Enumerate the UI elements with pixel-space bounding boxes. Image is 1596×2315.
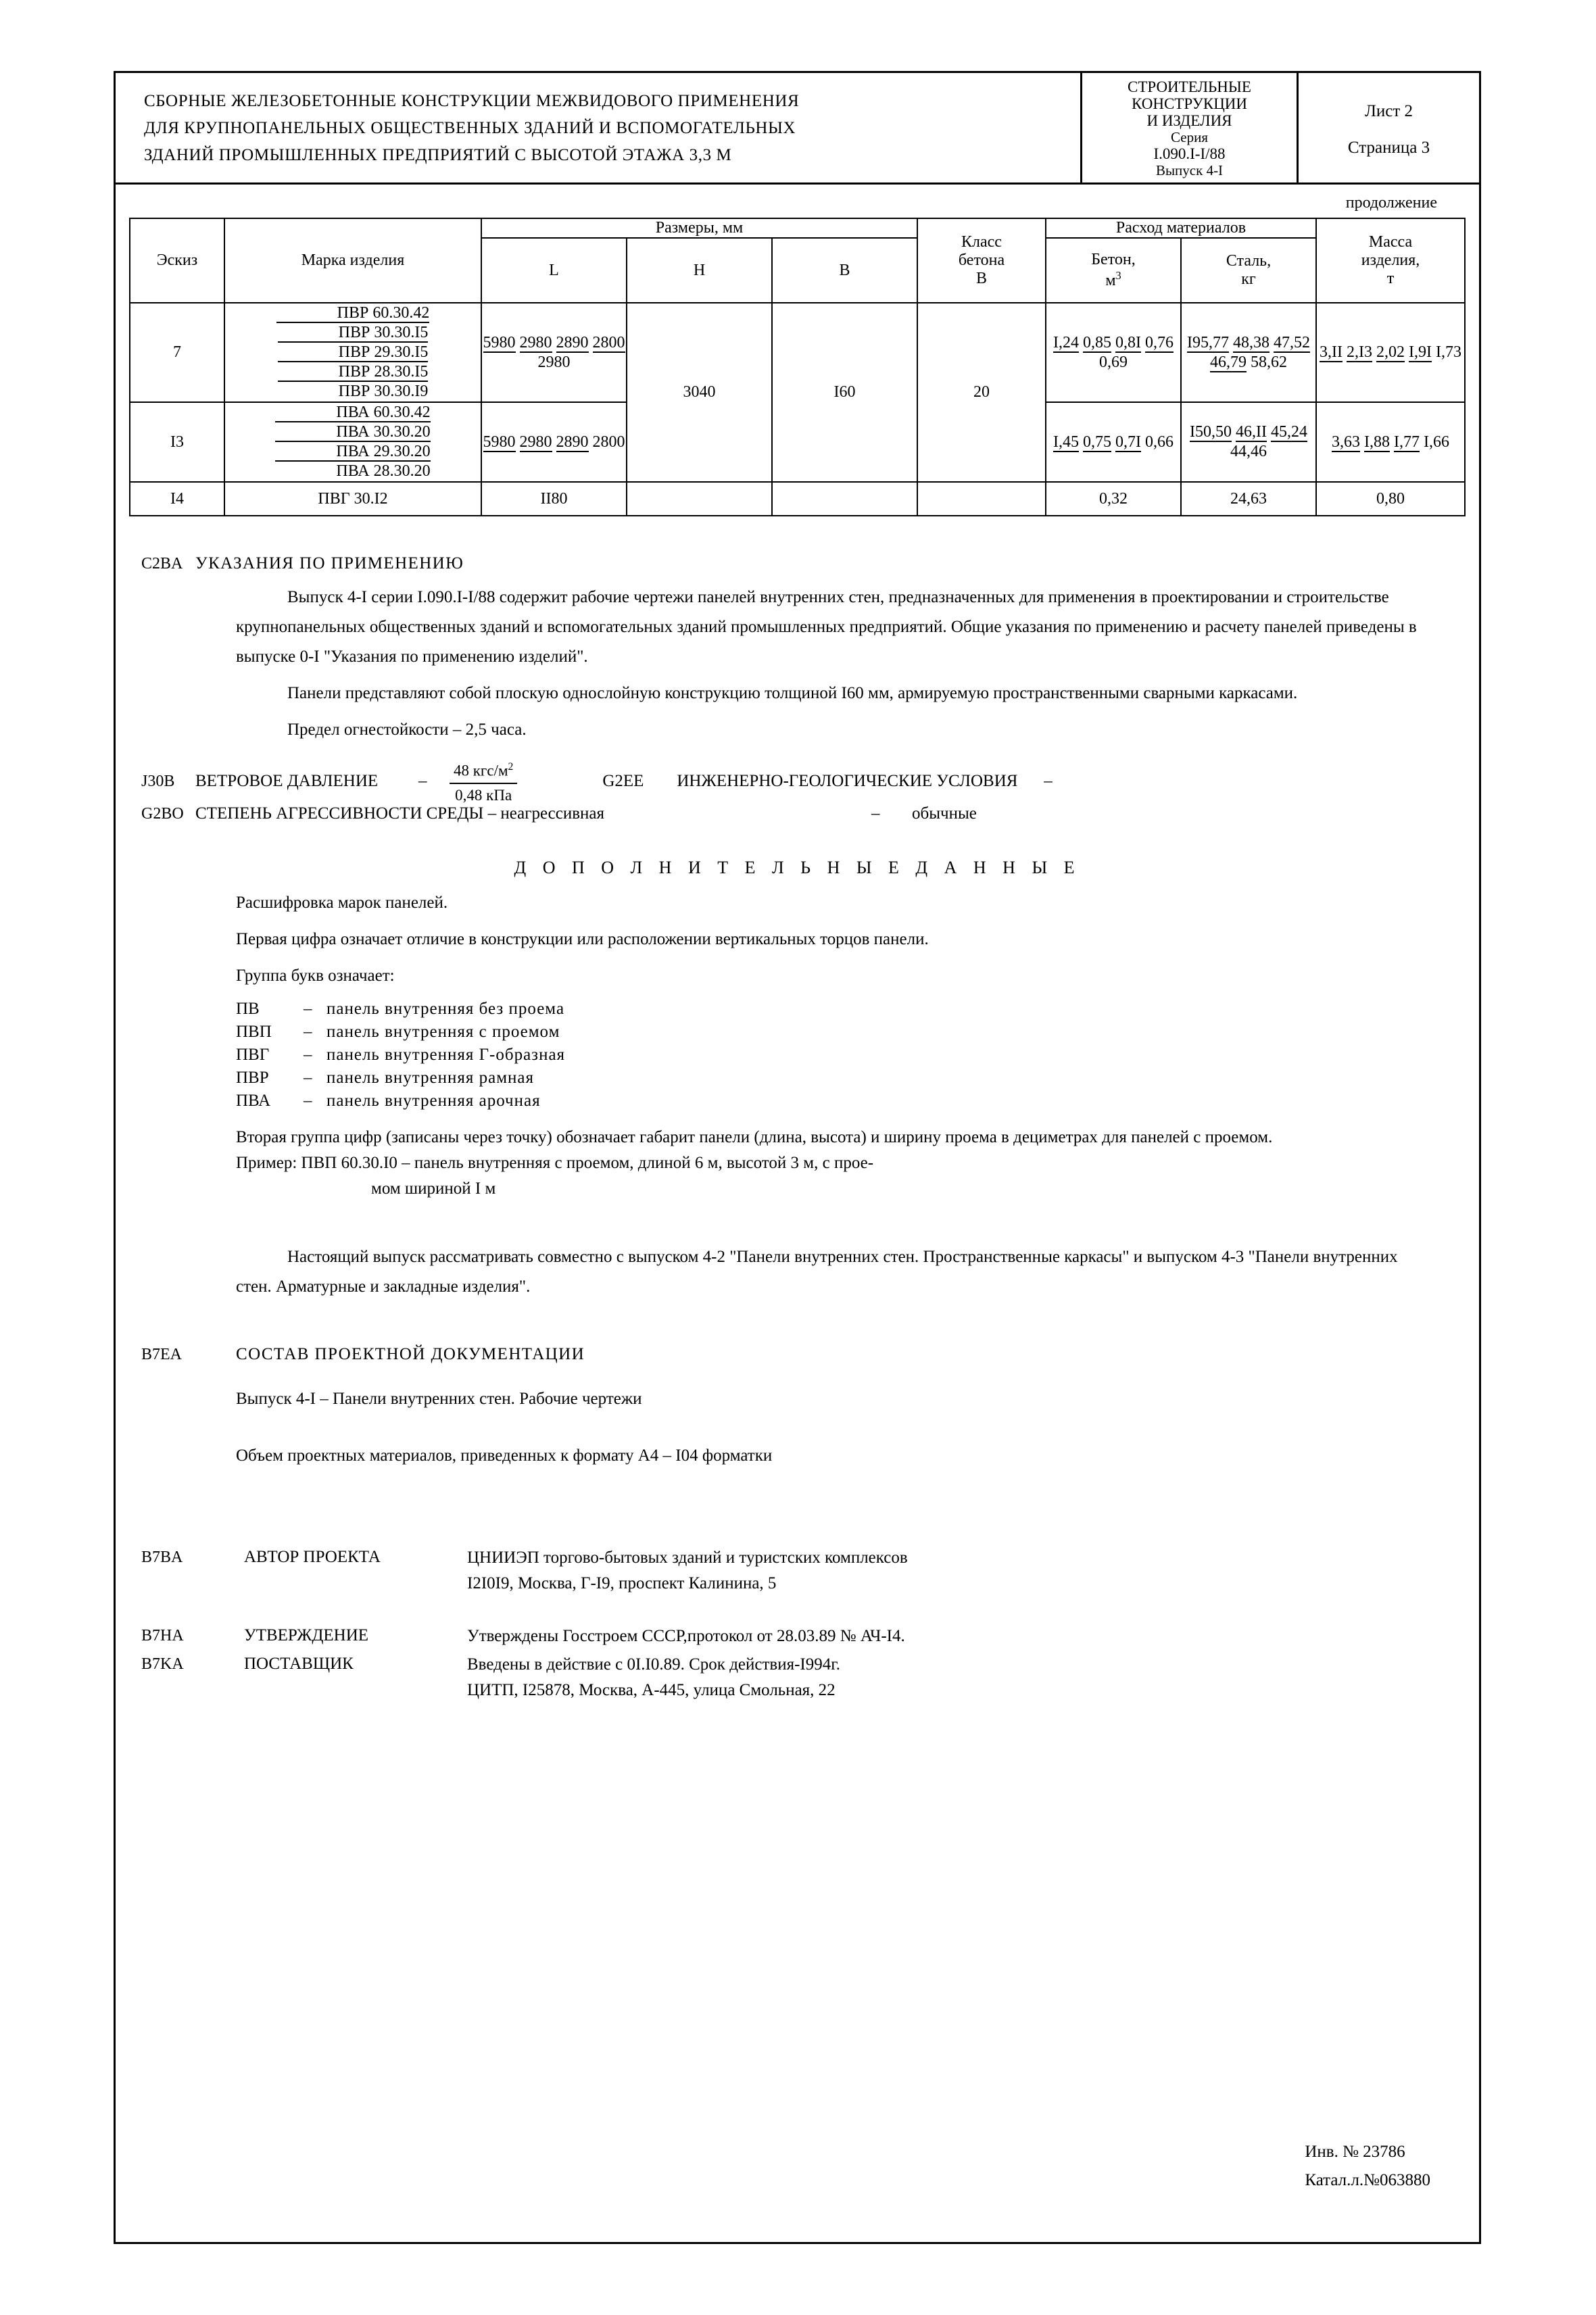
legend-abbr-0: ПВ: [236, 999, 260, 1018]
document-body: [116, 516, 1479, 1703]
cell-sketch-last: I4: [130, 482, 224, 516]
usage-section-heading: [116, 552, 1479, 576]
cell-steel-last: 24,63: [1181, 482, 1316, 516]
mass-g2-0: 3,63: [1332, 433, 1360, 451]
approval-value-line-2: Введены в действие с 0I.I0.89. Срок действия-I994г.: [467, 1655, 840, 1674]
mass-g1-0: 3,II: [1320, 343, 1343, 361]
concrete-g1-3: 0,76: [1145, 333, 1174, 351]
legend-item: [236, 1067, 1479, 1090]
l-g1-0: 5980: [483, 333, 516, 351]
abbreviation-legend: [116, 998, 1479, 1113]
author-value-line-1: ЦНИИЭП торгово-бытовых зданий и туристских комплексов: [467, 1548, 908, 1567]
th-concrete-unit: $м^3$: [1105, 269, 1121, 289]
th-mass: [1316, 218, 1465, 303]
cell-mass-last: 0,80: [1316, 482, 1465, 516]
geology-value-dash: –: [871, 804, 880, 823]
mass-g2-1: I,88: [1364, 433, 1390, 451]
l-g2-1: 2980: [519, 433, 552, 451]
mark-g1-3: ПВР 28.30.I5: [278, 363, 429, 382]
series-line-6: Выпуск 4-I: [1155, 162, 1224, 178]
steel-g2-1: 46,II: [1236, 423, 1267, 441]
cell-b-last: [772, 482, 917, 516]
steel-g1-2: 47,52: [1274, 333, 1310, 351]
approval-label: УТВЕРЖДЕНИЕ: [244, 1626, 369, 1644]
legend-item: [236, 998, 1479, 1021]
legend-abbr-2: ПВГ: [236, 1045, 270, 1064]
th-mass-l2: изделия,: [1361, 251, 1420, 269]
concrete-g2-2: 0,7I: [1115, 433, 1141, 451]
additional-line-1: Расшифровка марок панелей.: [236, 893, 448, 912]
legend-item: [236, 1021, 1479, 1044]
supplier-value: [467, 1652, 1479, 1703]
mass-g1-1: 2,I3: [1347, 343, 1372, 361]
wind-label: ВЕТРОВОЕ ДАВЛЕНИЕ: [195, 771, 379, 790]
steel-g1-4: 58,62: [1251, 353, 1287, 371]
inventory-number: Инв. № 23786: [1305, 2143, 1405, 2161]
additional-example-line-1: Пример: ПВП 60.30.I0 – панель внутренняя с проемом, длиной 6 м, высотой 3 м, с прое-: [236, 1153, 874, 1172]
composition-title: СОСТАВ ПРОЕКТНОЙ ДОКУМЕНТАЦИИ: [236, 1344, 585, 1363]
th-size-b: B: [772, 238, 917, 303]
header-series-block: [1080, 73, 1297, 182]
catalog-number: Катал.л.№063880: [1305, 2171, 1430, 2189]
mark-g1-1: ПВР 30.30.I5: [278, 324, 429, 343]
cell-mass-g1: [1316, 303, 1465, 402]
supplier-value-line: ЦИТП, I25878, Москва, А-445, улица Смольная, 22: [467, 1680, 836, 1699]
cell-steel-g2: [1181, 402, 1316, 482]
legend-dash-0: –: [304, 999, 312, 1018]
composition-line-2: Объем проектных материалов, приведенных к формату А4 – I04 форматки: [236, 1446, 773, 1465]
page-number: Страница 3: [1347, 139, 1430, 157]
cell-class-shared: 20: [917, 303, 1046, 482]
mark-g1-4: ПВР 30.30.I9: [338, 383, 429, 400]
cell-steel-g1: [1181, 303, 1316, 402]
additional-line-2: Первая цифра означает отличие в конструкции или расположении вертикальных торцов панели.: [236, 929, 929, 948]
legend-desc-0: панель внутренняя без проема: [327, 999, 565, 1018]
steel-g1-1: 48,38: [1233, 333, 1269, 351]
l-g2-0: 5980: [483, 433, 516, 451]
supplier-code: B7KA: [141, 1655, 184, 1673]
l-g2-3: 2800: [592, 433, 625, 451]
th-sketch: Эскиз: [130, 218, 224, 303]
th-class-l3: B: [975, 270, 987, 287]
mark-g2-2: ПВА 29.30.20: [275, 443, 430, 462]
l-g1-2: 2890: [556, 333, 589, 351]
legend-item: [236, 1090, 1479, 1113]
series-line-1: СТРОИТЕЛЬНЫЕ: [1127, 78, 1251, 95]
header-title-line-2: ДЛЯ КРУПНОПАНЕЛЬНЫХ ОБЩЕСТВЕННЫХ ЗДАНИЙ И ВСПОМОГАТЕЛЬНЫХ: [144, 119, 796, 137]
wind-pressure-row: [116, 757, 1479, 806]
concrete-g1-2: 0,8I: [1115, 333, 1141, 351]
cell-sketch-g2: I3: [130, 402, 224, 482]
th-mark: Марка изделия: [224, 218, 481, 303]
th-steel: [1181, 238, 1316, 303]
mass-g1-2: 2,02: [1376, 343, 1405, 361]
header-title-block: [116, 73, 1080, 182]
mark-g2-1: ПВА 30.30.20: [275, 423, 430, 442]
footer-inventory-block: [1305, 2138, 1430, 2195]
concrete-g1-4: 0,69: [1099, 353, 1128, 371]
steel-g2-0: I50,50: [1190, 423, 1232, 441]
th-class-l1: Класс: [961, 233, 1002, 251]
geology-label: ИНЖЕНЕРНО-ГЕОЛОГИЧЕСКИЕ УСЛОВИЯ: [677, 771, 1018, 790]
th-concrete: [1046, 238, 1181, 303]
wind-value-fraction: [450, 757, 517, 806]
legend-desc-2: панель внутренняя Г-образная: [327, 1045, 566, 1064]
author-value-line-2: I2I0I9, Москва, Г-I9, проспект Калинина, 5: [467, 1574, 777, 1592]
sheet-number: Лист 2: [1364, 102, 1413, 120]
cell-mass-g2: [1316, 402, 1465, 482]
legend-abbr-1: ПВП: [236, 1022, 272, 1041]
aggressive-label: СТЕПЕНЬ АГРЕССИВНОСТИ СРЕДЫ – неагрессивная: [195, 804, 605, 823]
supplier-label: ПОСТАВЩИК: [244, 1654, 354, 1673]
steel-g2-2: 45,24: [1270, 423, 1307, 441]
mark-g1-2: ПВР 29.30.I5: [278, 343, 429, 362]
additional-line-4: Вторая группа цифр (записаны через точку) обозначает габарит панели (длина, высота) и ширину проема в дециметрах для панелей с проемом.: [236, 1127, 1273, 1146]
legend-desc-4: панель внутренняя арочная: [327, 1091, 541, 1110]
mark-g2-3: ПВА 28.30.20: [336, 462, 431, 480]
approval-row: [116, 1624, 1479, 1649]
legend-desc-1: панель внутренняя с проемом: [327, 1022, 560, 1041]
th-materials: Расход материалов: [1046, 218, 1316, 238]
author-label: АВТОР ПРОЕКТА: [244, 1547, 381, 1566]
usage-code: C2BA: [141, 555, 183, 572]
legend-dash-1: –: [304, 1022, 312, 1041]
steel-g2-3: 44,46: [1230, 443, 1267, 460]
l-g1-3: 2800: [592, 333, 625, 351]
cell-sketch-g1: 7: [130, 303, 224, 402]
th-steel-unit: кг: [1241, 270, 1256, 288]
sheet-frame: [114, 71, 1481, 2244]
additional-line-3: Группа букв означает:: [236, 966, 395, 985]
th-mass-l3: т: [1386, 270, 1395, 287]
cell-l-last: II80: [481, 482, 627, 516]
cell-marks-g1: [224, 303, 481, 402]
approval-code: B7HA: [141, 1626, 184, 1644]
mass-g1-3: I,9I: [1409, 343, 1432, 361]
composition-heading: [116, 1342, 1479, 1367]
th-size-l: L: [481, 238, 627, 303]
cell-h-last: [627, 482, 772, 516]
author-value: [467, 1545, 1479, 1597]
header-title-line-3: ЗДАНИЙ ПРОМЫШЛЕННЫХ ПРЕДПРИЯТИЙ С ВЫСОТОЙ ЭТАЖА 3,3 М: [144, 146, 732, 164]
mass-g1-4: I,73: [1435, 343, 1461, 361]
table-row: [130, 303, 1465, 402]
usage-paragraph-3: Предел огнестойкости – 2,5 часа.: [287, 721, 527, 739]
wind-value-numerator: 48 кгс/$м^2$: [450, 757, 517, 784]
geology-dash: –: [1044, 771, 1053, 790]
legend-abbr-4: ПВА: [236, 1091, 271, 1110]
geology-value: обычные: [912, 804, 977, 823]
continuation-label: продолжение: [1345, 194, 1437, 212]
header-sheet-block: [1297, 73, 1479, 182]
series-line-3: И ИЗДЕЛИЯ: [1146, 112, 1232, 129]
th-class: [917, 218, 1046, 303]
th-steel-label: Сталь,: [1226, 252, 1272, 270]
legend-desc-3: панель внутренняя рамная: [327, 1068, 534, 1087]
th-concrete-label: Бетон,: [1091, 251, 1136, 268]
l-g2-2: 2890: [556, 433, 589, 451]
th-size-h: H: [627, 238, 772, 303]
cell-concrete-g2: [1046, 402, 1181, 482]
cell-concrete-last: 0,32: [1046, 482, 1181, 516]
wind-code: J30B: [141, 772, 175, 790]
steel-g1-3: 46,79: [1210, 353, 1247, 371]
l-g1-4: 2980: [537, 353, 571, 371]
legend-dash-3: –: [304, 1068, 312, 1087]
products-table: [129, 218, 1466, 516]
cell-concrete-g1: [1046, 303, 1181, 402]
author-code: B7BA: [141, 1548, 183, 1566]
series-line-4: Серия: [1171, 129, 1208, 145]
additional-note: Настоящий выпуск рассматривать совместно с выпуском 4-2 "Панели внутренних стен. Пространственные каркасы" и выпуском 4-3 "Панели внутренних стен. Арматурные и закладные изделия".: [236, 1247, 1398, 1296]
usage-title: УКАЗАНИЯ ПО ПРИМЕНЕНИЮ: [195, 554, 464, 572]
mark-g1-0: ПВР 60.30.42: [276, 304, 430, 323]
composition-code: B7EA: [141, 1345, 182, 1363]
steel-g1-0: I95,77: [1187, 333, 1229, 351]
mass-g2-3: I,66: [1424, 433, 1449, 451]
supplier-row: [116, 1652, 1479, 1703]
concrete-g2-1: 0,75: [1083, 433, 1111, 451]
geology-code: G2EE: [602, 771, 644, 790]
aggressiveness-row: [116, 802, 1479, 826]
usage-paragraph-1: Выпуск 4-I серии I.090.I-I/88 содержит рабочие чертежи панелей внутренних стен, предназначенных для применения в проектировании и строительстве крупнопанельных общественных зданий и вспомогательных зданий промышленных предприятий. Общие указания по применению и расчету панелей приведены в выпуске 0-I "Указания по применению изделий".: [236, 588, 1417, 666]
table-row: [130, 482, 1465, 516]
cell-b-shared: I60: [772, 303, 917, 482]
concrete-g1-1: 0,85: [1083, 333, 1111, 351]
th-class-l2: бетона: [958, 251, 1005, 269]
l-g1-1: 2980: [519, 333, 552, 351]
cell-l-g2: [481, 402, 627, 482]
document-header: [116, 73, 1479, 185]
header-title-line-1: СБОРНЫЕ ЖЕЛЕЗОБЕТОННЫЕ КОНСТРУКЦИИ МЕЖВИДОВОГО ПРИМЕНЕНИЯ: [144, 92, 800, 110]
usage-paragraph-2: Панели представляют собой плоскую однослойную конструкцию толщиной I60 мм, армируемую пространственными сварными каркасами.: [287, 684, 1298, 702]
additional-example-line-2: мом шириной I м: [371, 1179, 496, 1198]
table-header-row-1: [130, 218, 1465, 238]
cell-class-last: [917, 482, 1046, 516]
cell-mark-last: ПВГ 30.I2: [224, 482, 481, 516]
legend-dash-4: –: [304, 1091, 312, 1110]
legend-item: [236, 1044, 1479, 1067]
cell-marks-g2: [224, 402, 481, 482]
cell-h-shared: 3040: [627, 303, 772, 482]
mark-g2-0: ПВА 60.30.42: [275, 404, 430, 422]
wind-value-denominator: 0,48 кПа: [455, 786, 512, 804]
th-mass-l1: Масса: [1368, 233, 1413, 251]
composition-line-1: Выпуск 4-I – Панели внутренних стен. Рабочие чертежи: [236, 1389, 642, 1408]
concrete-g2-3: 0,66: [1145, 433, 1174, 451]
approval-value: [467, 1624, 1479, 1649]
legend-abbr-3: ПВР: [236, 1068, 269, 1087]
series-line-5: I.090.I-I/88: [1153, 145, 1226, 162]
concrete-g2-0: I,45: [1053, 433, 1079, 451]
concrete-g1-0: I,24: [1053, 333, 1079, 351]
additional-data-title: Д О П О Л Н И Т Е Л Ь Н Ы Е Д А Н Н Ы Е: [514, 857, 1081, 877]
mass-g2-2: I,77: [1394, 433, 1420, 451]
series-line-2: КОНСТРУКЦИИ: [1131, 95, 1248, 112]
aggressive-code: G2BO: [141, 804, 184, 823]
approval-value-line-1: Утверждены Госстроем СССР,протокол от 28.03.89 № АЧ-I4.: [467, 1626, 905, 1645]
wind-dash: –: [418, 771, 427, 790]
legend-dash-2: –: [304, 1045, 312, 1064]
author-row: [116, 1545, 1479, 1597]
cell-l-g1: [481, 303, 627, 402]
th-sizes: Размеры, мм: [481, 218, 917, 238]
